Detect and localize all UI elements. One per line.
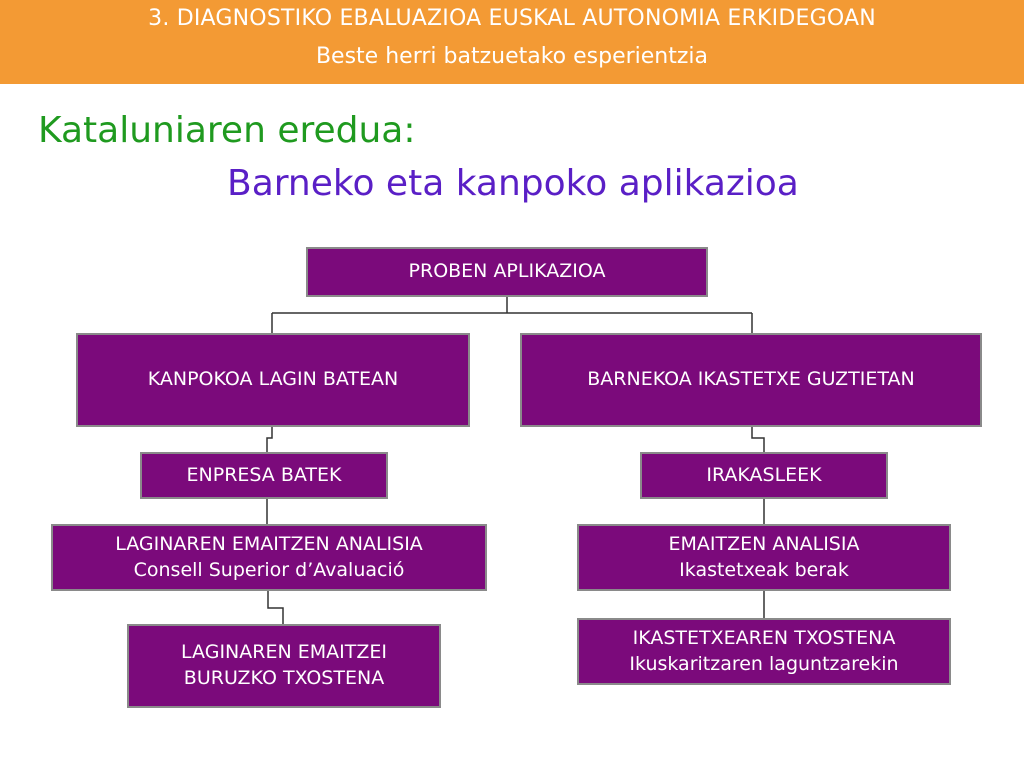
box-left-report-line1: LAGINAREN EMAITZEI — [181, 641, 387, 664]
section-subheading: Barneko eta kanpoko aplikazioa — [227, 163, 799, 204]
box-left-analysis-line2: Consell Superior d’Avaluació — [133, 558, 405, 581]
box-left-branch-label: KANPOKOA LAGIN BATEAN — [147, 368, 399, 391]
box-left-branch — [76, 333, 470, 427]
box-root-label: PROBEN APLIKAZIOA — [408, 260, 606, 283]
box-left-report-line2: BURUZKO TXOSTENA — [183, 667, 385, 689]
box-left-analysis — [51, 524, 487, 591]
section-heading: Kataluniaren eredua: — [38, 110, 416, 151]
connector-left-analysis-report — [268, 591, 283, 624]
box-left-who — [140, 452, 388, 499]
box-right-analysis-line2: Ikastetxeak berak — [679, 558, 849, 581]
box-right-report — [577, 618, 951, 685]
box-right-who — [640, 452, 888, 499]
box-right-branch-label: BARNEKOA IKASTETXE GUZTIETAN — [587, 368, 915, 391]
connector-right-branch-who — [752, 427, 764, 452]
box-right-who-label: IRAKASLEEK — [706, 463, 822, 486]
connector-root-branches — [272, 297, 752, 333]
box-root — [306, 247, 708, 297]
box-left-report — [127, 624, 441, 708]
box-right-analysis — [577, 524, 951, 591]
box-left-analysis-line1: LAGINAREN EMAITZEN ANALISIA — [115, 532, 423, 555]
banner-title: 3. DIAGNOSTIKO EBALUAZIOA EUSKAL AUTONOMIA ERKIDEGOAN — [148, 6, 876, 31]
banner-subtitle: Beste herri batzuetako esperientzia — [315, 44, 709, 69]
connector-left-branch-who — [267, 427, 272, 452]
box-right-report-line2: Ikuskaritzaren laguntzarekin — [629, 652, 899, 675]
box-right-report-line1: IKASTETXEAREN TXOSTENA — [632, 626, 896, 649]
box-right-analysis-line1: EMAITZEN ANALISIA — [668, 532, 860, 555]
box-left-who-label: ENPRESA BATEK — [186, 463, 342, 486]
box-right-branch — [520, 333, 982, 427]
